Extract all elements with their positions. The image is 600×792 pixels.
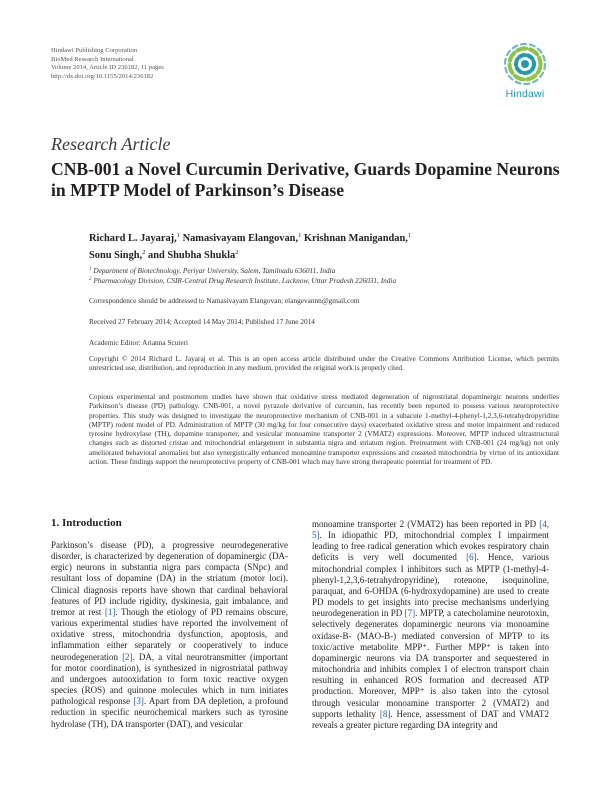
hindawi-logo[interactable] bbox=[497, 42, 553, 102]
affiliation: $^2$ Pharmacology Division, CSIR-Central Drug Research Institute, Lucknow, Uttar Pradesh 226031, India bbox=[89, 276, 397, 286]
section-heading-introduction: 1. Introduction bbox=[51, 517, 122, 529]
copyright-notice: Copyright © 2014 Richard L. Jayaraj et al. This is an open access article distributed under the Creative Commons Attribution License, which permits unrestricted use, distribution, and reproduction in any medium, provided the original work is properly cited. bbox=[89, 354, 559, 373]
intro-paragraph-right: monoamine transporter 2 (VMAT2) has been reported in PD [4, 5]. In idiopathic PD, mitochondrial complex I impairment leading to free radical generation which evokes respiratory chain deficits is very well documented [6]. Hence, various mitochondrial complex I inhibitors such as MPTP (1-methyl-4-phenyl-1,2,3,6-tetrahydropyridine), rotenone, isoquinoline, paraquat, and 6-OHDA (6-hydroxydopamine) are used to create PD models to get insights into precise mechanisms underlying neurodegeneration in PD [7]. MPTP, a catecholamine neurotoxin, selectively degenerates dopaminergic neurons via monoamine oxidase-B- (MAO-B-) mediated conversion of MPTP to its toxic/active metabolite MPP⁺. Further MPP⁺ is taken into dopaminergic neurons via DA transporter and sequestered in mitochondria and inhibits complex I of electron transport chain resulting in enhanced ROS formation and decreased ATP production. Moreover, MPP⁺ is also taken into the cytosol through vesicular monoamine transporter 2 (VMAT2) and supports lethality [8]. Hence, assessment of DAT and VMAT2 reveals a greater picture regarding DA integrity and bbox=[312, 519, 549, 730]
citation-link[interactable]: [1] bbox=[104, 606, 116, 617]
publisher: Hindawi Publishing Corporation bbox=[51, 47, 138, 54]
body-column-left bbox=[51, 517, 288, 730]
article-type: Research Article bbox=[51, 134, 171, 154]
citation-link[interactable]: [4, 5] bbox=[312, 519, 549, 541]
header-meta bbox=[51, 47, 164, 81]
volume-info: Volume 2014, Article ID 236182, 11 pages bbox=[51, 64, 164, 72]
affiliations bbox=[89, 265, 559, 286]
author[interactable]: and Shubha Shukla$^2$ bbox=[145, 248, 239, 261]
author-list bbox=[89, 229, 559, 262]
author[interactable]: Sonu Singh,$^2$ bbox=[89, 248, 146, 261]
correspondence: Correspondence should be addressed to Namasivayam Elangovan; elangevannn@gmail.com bbox=[89, 296, 360, 305]
citation-link[interactable]: [7] bbox=[404, 608, 416, 619]
body-column-right bbox=[312, 519, 549, 731]
affiliation: $^1$ Department of Biotechnology, Periyar University, Salem, Tamilnadu 636011, India bbox=[89, 266, 336, 275]
citation-link[interactable]: [8] bbox=[379, 708, 391, 719]
publication-dates: Received 27 February 2014; Accepted 14 May 2014; Published 17 June 2014 bbox=[89, 317, 315, 326]
citation-link[interactable]: [2] bbox=[122, 651, 133, 662]
logo-text: Hindawi bbox=[505, 88, 545, 100]
author[interactable]: Richard L. Jayaraj,$^1$ bbox=[89, 232, 180, 244]
author[interactable]: Namasivayam Elangovan,$^1$ bbox=[180, 232, 302, 244]
academic-editor: Academic Editor: Arianna Scuteri bbox=[89, 338, 189, 347]
intro-paragraph-left: Parkinson’s disease (PD), a progressive neurodegenerative disorder, is characterized by degeneration of dopaminergic (DA-ergic) neurons in substantia nigra pars compacta (SNpc) and resultant loss of dopamine (DA) in the striatum (motor loci). Clinical diagnosis reports have shown that cardinal behavioral features of PD include rigidity, dyskinesia, gait imbalance, and tremor at rest [1]. Though the etiology of PD remains obscure, various experimental studies have reported the involvement of oxidative stress, mitochondria dysfunction, apoptosis, and inflammation either separately or cooperatively to induce neurodegeneration [2]. DA, a vital neurotransmitter (important for motor coordination), is synthesized in nigrostriatal pathway and undergoes autooxidation to form toxic reactive oxygen species (ROS) and quinone molecules which in turn initiates pathological response [3]. Apart from DA depletion, a profound reduction in specific neurochemical markers such as tyrosine hydrolase (TH), DA transporter (DAT), and vesicular bbox=[51, 540, 288, 729]
journal-name: BioMed Research International bbox=[51, 55, 134, 63]
abstract: Copious experimental and postmortem studies have shown that oxidative stress mediated degeneration of nigrostriatal dopaminergic neurons underlies Parkinson’s disease (PD) pathology. CNB-001, a novel pyrazole derivative of curcumin, has recently been reported to possess various neuroprotective properties. This study was designed to investigate the neuroprotective mechanism of CNB-001 in a subacute 1-methyl-4-phenyl-1,2,3,6-tetrahydropyridine (MPTP) rodent model of PD. Administration of MPTP (30 mg/kg for four consecutive days) exacerbated oxidative stress and motor impairment and reduced tyrosine hydroxylase (TH), dopamine transporter, and vesicular monoamine transporter 2 (VMAT2) expressions. Moreover, MPTP induced ultrastructural changes such as distorted cristae and mitochondrial enlargement in substantia nigra and striatum region. Pretreatment with CNB-001 (24 mg/kg) not only ameliorated behavioral anomalies but also synergistically enhanced monoamine transporter expressions and cosseted mitochondria by virtue of its antioxidant action. These findings support the neuroprotective property of CNB-001 which may have strong therapeutic potential for treatment of PD. bbox=[89, 392, 559, 467]
article-title: CNB-001 a Novel Curcumin Derivative, Guards Dopamine Neurons in MPTP Model of Parkinson’s Disease bbox=[51, 159, 560, 200]
author[interactable]: Krishnan Manigandan,$^1$ bbox=[301, 232, 412, 244]
hindawi-logo-icon bbox=[503, 42, 547, 86]
citation-link[interactable]: [3] bbox=[133, 696, 144, 707]
doi-link[interactable]: http://dx.doi.org/10.1155/2014/236182 bbox=[51, 72, 154, 80]
citation-link[interactable]: [6] bbox=[466, 552, 477, 563]
